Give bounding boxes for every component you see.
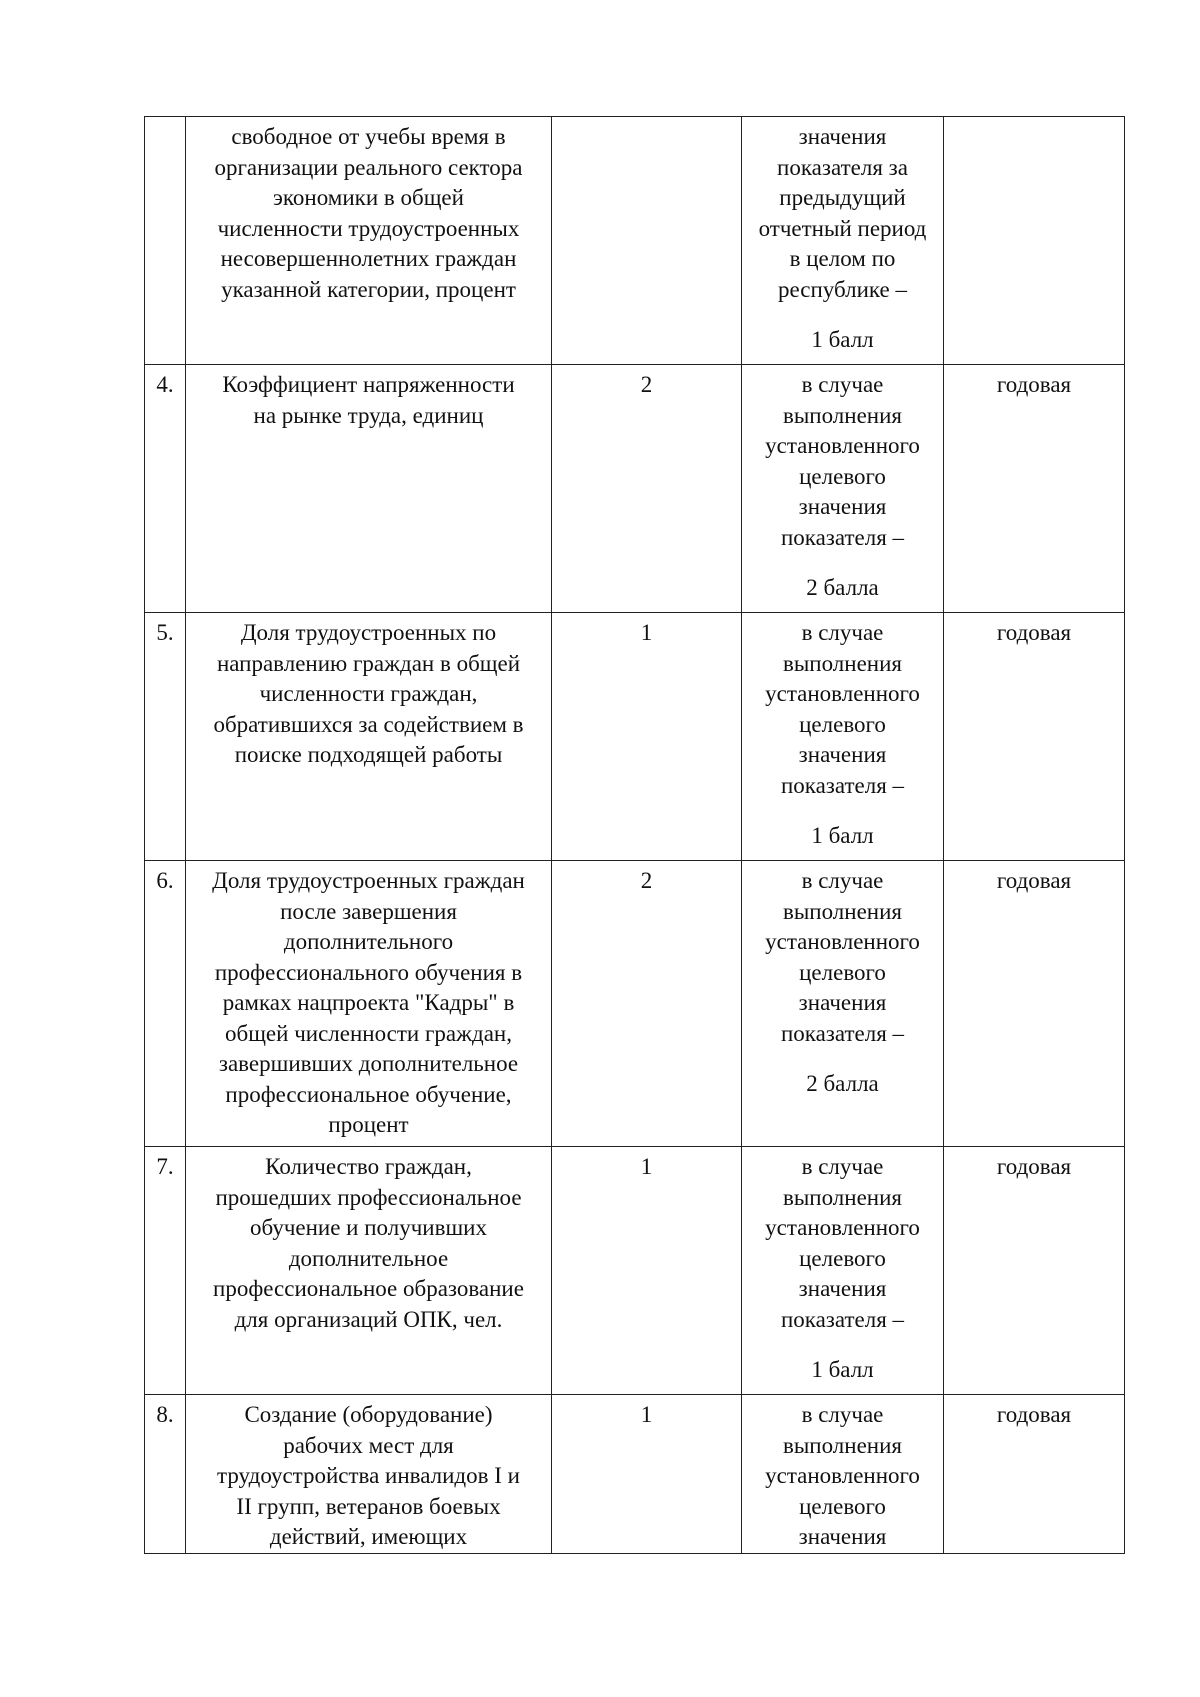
indicator-text-line: общей численности граждан, bbox=[225, 1020, 512, 1046]
condition-text-line: значения bbox=[798, 742, 887, 767]
table-row bbox=[145, 1147, 1125, 1395]
weight-cell: 1 bbox=[552, 1395, 742, 1554]
row-number-cell: 6. bbox=[145, 861, 186, 1147]
indicator-text-line: для организаций ОПК, чел. bbox=[234, 1306, 503, 1332]
row-number-cell: 8. bbox=[145, 1395, 186, 1554]
condition-text-line: предыдущий bbox=[779, 185, 906, 210]
indicator-text-line: обратившихся за содействием в bbox=[213, 711, 524, 737]
condition-text-line: выполнения bbox=[782, 402, 902, 428]
indicator-text-line: Доля трудоустроенных граждан bbox=[212, 868, 525, 893]
periodicity-cell: годовая bbox=[944, 1395, 1125, 1554]
indicator-text-line: свободное от учебы время в bbox=[231, 124, 506, 149]
condition-text-line: выполнения bbox=[782, 650, 902, 676]
indicator-text-line: завершивших дополнительное bbox=[218, 1051, 519, 1076]
periodicity-cell: годовая bbox=[944, 613, 1125, 861]
condition-text-line: в случае bbox=[801, 1154, 884, 1179]
indicator-text-line: дополнительное bbox=[288, 1245, 449, 1271]
condition-text-line: показателя – bbox=[780, 1020, 905, 1046]
indicator-cell bbox=[186, 1395, 552, 1554]
weight-cell bbox=[552, 117, 742, 365]
condition-text-line: значения bbox=[798, 1524, 887, 1549]
condition-text-line: показателя за bbox=[777, 154, 908, 180]
indicators-table bbox=[144, 116, 1125, 1554]
indicator-text-line: процент bbox=[328, 1112, 409, 1137]
indicator-text-line: профессиональное образование bbox=[213, 1276, 524, 1301]
indicator-text-line: рабочих мест для bbox=[283, 1432, 454, 1458]
indicator-text-line: указанной категории, процент bbox=[221, 276, 516, 302]
table-row bbox=[145, 613, 1125, 861]
condition-text-line: целевого bbox=[799, 1493, 886, 1519]
condition-text-line: выполнения bbox=[782, 1432, 902, 1458]
condition-text-line: значения bbox=[798, 124, 887, 149]
condition-cell bbox=[742, 861, 944, 1147]
condition-text-line: установленного bbox=[765, 929, 920, 954]
table-row bbox=[145, 117, 1125, 365]
condition-cell bbox=[742, 117, 944, 365]
indicator-text-line: после завершения bbox=[280, 898, 457, 924]
indicator-text-line: II групп, ветеранов боевых bbox=[236, 1493, 501, 1519]
indicator-text-line: рамках нацпроекта "Кадры" в bbox=[222, 990, 515, 1015]
indicator-text-line: направлению граждан в общей bbox=[216, 650, 521, 676]
condition-text-line: установленного bbox=[765, 1215, 920, 1240]
points-text: 2 балла bbox=[806, 575, 879, 600]
indicator-text-line: профессионального обучения в bbox=[214, 959, 523, 985]
indicator-text-line: экономики в общей bbox=[273, 185, 464, 210]
condition-text-line: в случае bbox=[801, 868, 884, 893]
indicator-text-line: действий, имеющих bbox=[269, 1524, 468, 1549]
points-text: 1 балл bbox=[811, 327, 874, 352]
weight-cell: 2 bbox=[552, 861, 742, 1147]
indicator-text-line: прошедших профессиональное bbox=[215, 1184, 522, 1210]
indicator-text-line: Доля трудоустроенных по bbox=[240, 620, 497, 645]
indicator-text-line: численности граждан, bbox=[259, 681, 478, 706]
indicator-cell bbox=[186, 1147, 552, 1395]
weight-cell: 1 bbox=[552, 613, 742, 861]
condition-text-line: целевого bbox=[799, 1245, 886, 1271]
indicators-table-body bbox=[145, 117, 1125, 1554]
condition-text-line: республике – bbox=[778, 276, 907, 302]
indicator-cell bbox=[186, 861, 552, 1147]
condition-text-line: установленного bbox=[765, 681, 920, 706]
condition-text-line: установленного bbox=[765, 433, 920, 458]
condition-text-line: целевого bbox=[799, 711, 886, 737]
condition-text-line: в случае bbox=[801, 620, 884, 645]
condition-text-line: показателя – bbox=[780, 524, 905, 550]
periodicity-cell: годовая bbox=[944, 365, 1125, 613]
indicator-cell bbox=[186, 613, 552, 861]
indicator-text-line: обучение и получивших bbox=[250, 1215, 487, 1240]
condition-text-line: установленного bbox=[765, 1463, 920, 1488]
periodicity-cell: годовая bbox=[944, 861, 1125, 1147]
condition-text-line: выполнения bbox=[782, 1184, 902, 1210]
points-text: 1 балл bbox=[811, 1357, 874, 1382]
indicator-text-line: на рынке труда, единиц bbox=[253, 402, 484, 428]
condition-text-line: значения bbox=[798, 494, 887, 519]
indicator-text-line: Создание (оборудование) bbox=[244, 1402, 493, 1427]
indicator-cell bbox=[186, 117, 552, 365]
condition-text-line: значения bbox=[798, 990, 887, 1015]
periodicity-cell bbox=[944, 117, 1125, 365]
row-number-cell: 4. bbox=[145, 365, 186, 613]
condition-cell bbox=[742, 613, 944, 861]
weight-cell: 1 bbox=[552, 1147, 742, 1395]
condition-text-line: показателя – bbox=[780, 1306, 905, 1332]
condition-text-line: отчетный период bbox=[758, 215, 927, 241]
indicator-text-line: поиске подходящей работы bbox=[234, 742, 503, 767]
condition-text-line: в целом по bbox=[789, 246, 896, 271]
indicator-text-line: Количество граждан, bbox=[265, 1154, 472, 1179]
table-row bbox=[145, 1395, 1125, 1554]
condition-text-line: значения bbox=[798, 1276, 887, 1301]
weight-cell: 2 bbox=[552, 365, 742, 613]
condition-text-line: в случае bbox=[801, 1402, 884, 1427]
row-number-cell bbox=[145, 117, 186, 365]
condition-text-line: целевого bbox=[799, 959, 886, 985]
indicator-text-line: дополнительного bbox=[283, 929, 454, 954]
indicator-text-line: численности трудоустроенных bbox=[217, 215, 520, 241]
row-number-cell: 5. bbox=[145, 613, 186, 861]
indicator-text-line: организации реального сектора bbox=[214, 154, 523, 180]
condition-cell bbox=[742, 365, 944, 613]
indicator-cell bbox=[186, 365, 552, 613]
indicator-text-line: профессиональное обучение, bbox=[225, 1081, 512, 1107]
points-text: 2 балла bbox=[806, 1071, 879, 1096]
indicator-text-line: Коэффициент напряженности bbox=[222, 372, 515, 397]
points-text: 1 балл bbox=[811, 823, 874, 848]
row-number-cell: 7. bbox=[145, 1147, 186, 1395]
condition-text-line: в случае bbox=[801, 372, 884, 397]
condition-text-line: целевого bbox=[799, 463, 886, 489]
condition-cell bbox=[742, 1147, 944, 1395]
condition-cell bbox=[742, 1395, 944, 1554]
indicator-text-line: несовершеннолетних граждан bbox=[220, 246, 517, 271]
condition-text-line: выполнения bbox=[782, 898, 902, 924]
table-row bbox=[145, 365, 1125, 613]
periodicity-cell: годовая bbox=[944, 1147, 1125, 1395]
indicator-text-line: трудоустройства инвалидов I и bbox=[217, 1463, 520, 1488]
condition-text-line: показателя – bbox=[780, 772, 905, 798]
table-row bbox=[145, 861, 1125, 1147]
